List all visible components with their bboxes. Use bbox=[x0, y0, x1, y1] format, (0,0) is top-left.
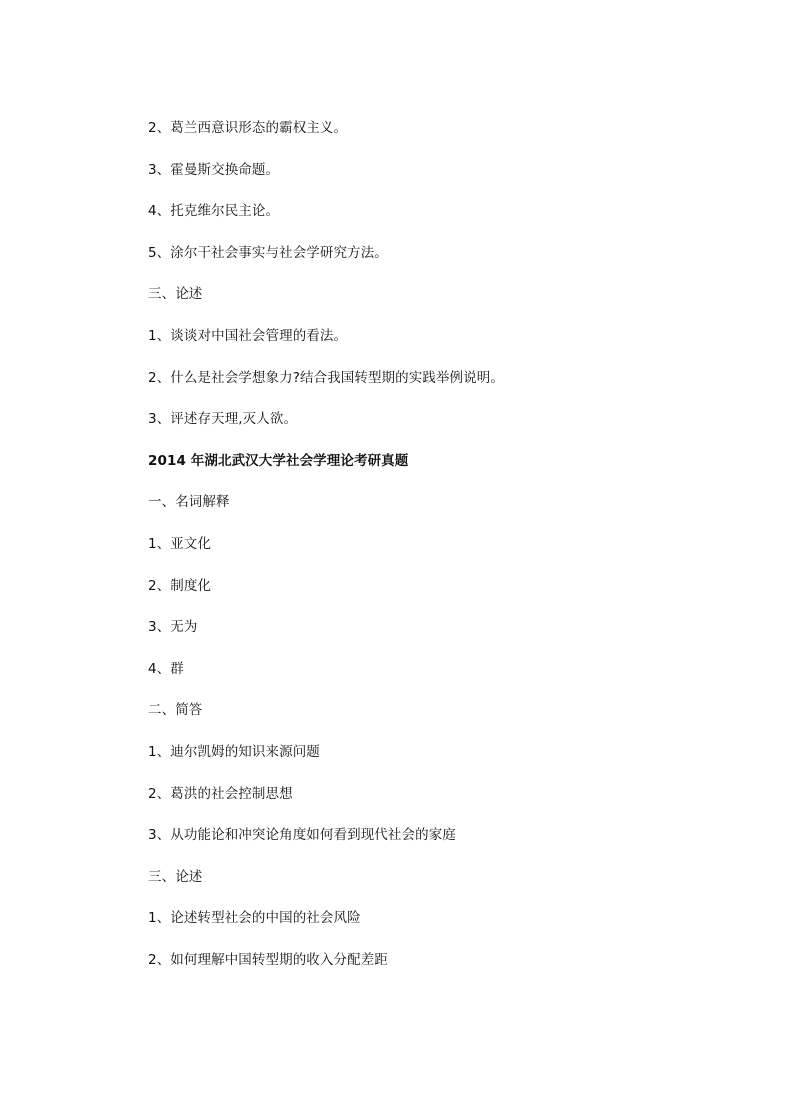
question-line: 4、群 bbox=[148, 660, 184, 677]
question-line: 4、托克维尔民主论。 bbox=[148, 203, 280, 220]
question-line: 2、如何理解中国转型期的收入分配差距 bbox=[148, 951, 388, 968]
question-line: 1、谈谈对中国社会管理的看法。 bbox=[148, 327, 348, 344]
question-line: 2、葛洪的社会控制思想 bbox=[148, 785, 293, 802]
document-body bbox=[148, 116, 708, 989]
section-heading: 二、简答 bbox=[148, 702, 203, 719]
exam-title: 2014 年湖北武汉大学社会学理论考研真题 bbox=[148, 452, 409, 469]
question-line: 1、亚文化 bbox=[148, 535, 212, 552]
question-line: 5、涂尔干社会事实与社会学研究方法。 bbox=[148, 244, 388, 261]
section-heading: 一、名词解释 bbox=[148, 494, 230, 511]
section-heading: 三、论述 bbox=[148, 868, 203, 885]
question-line: 1、迪尔凯姆的知识来源问题 bbox=[148, 743, 320, 760]
question-line: 3、无为 bbox=[148, 619, 198, 636]
question-line: 2、葛兰西意识形态的霸权主义。 bbox=[148, 120, 348, 136]
question-line: 1、论述转型社会的中国的社会风险 bbox=[148, 910, 361, 927]
question-line: 2、什么是社会学想象力?结合我国转型期的实践举例说明。 bbox=[148, 369, 504, 386]
question-line: 2、制度化 bbox=[148, 577, 212, 594]
question-line: 3、评述存天理,灭人欲。 bbox=[148, 411, 298, 428]
question-line: 3、从功能论和冲突论角度如何看到现代社会的家庭 bbox=[148, 827, 456, 844]
question-line: 3、霍曼斯交换命题。 bbox=[148, 161, 280, 178]
section-heading: 三、论述 bbox=[148, 286, 203, 303]
